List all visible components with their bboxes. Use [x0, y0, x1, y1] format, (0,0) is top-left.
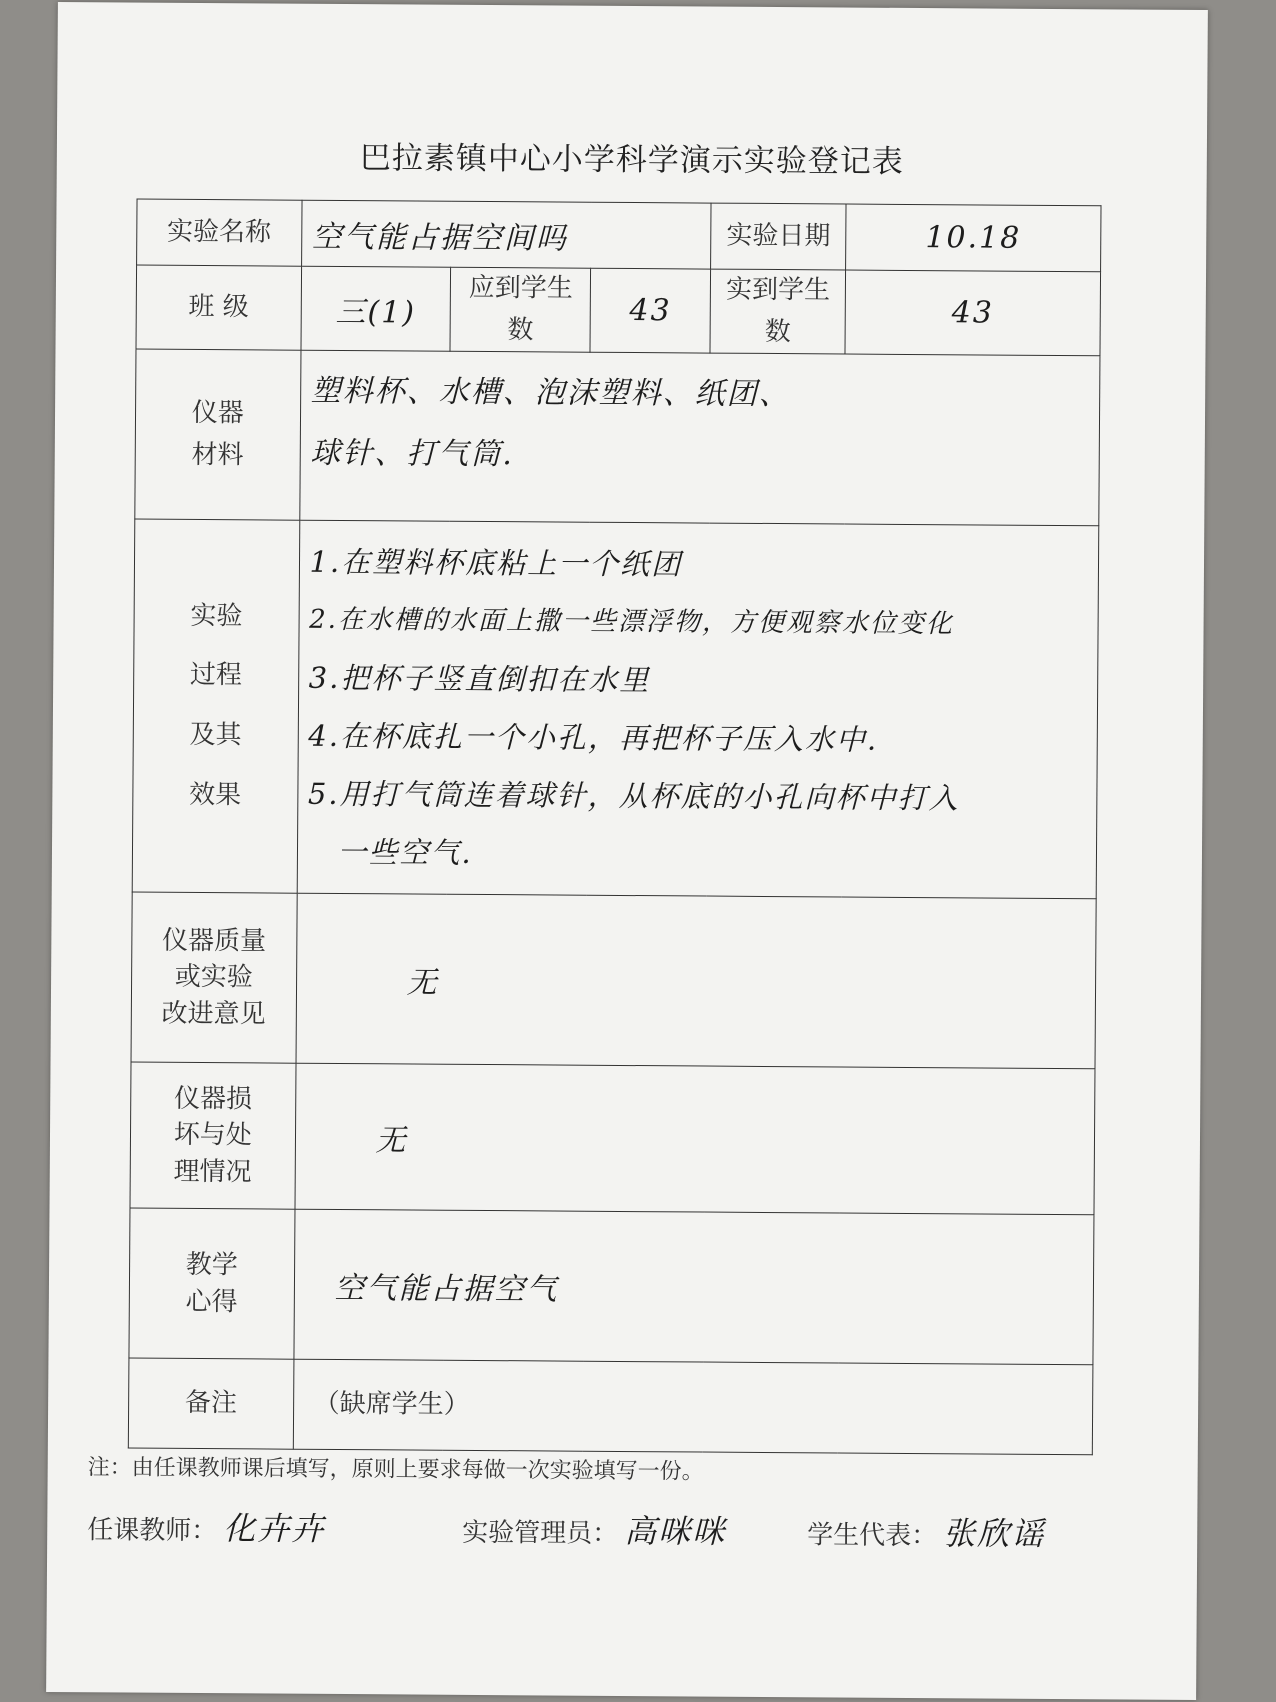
step-line: 一些空气. [337, 835, 473, 871]
student-label: 学生代表： [807, 1520, 938, 1552]
teacher-name: 化卉卉 [223, 1509, 326, 1548]
step-line: 1.在塑料杯底粘上一个纸团 [309, 544, 683, 582]
label-actual-students: 实到学生数 [710, 269, 845, 354]
admin-name: 高咪咪 [624, 1511, 727, 1551]
label-damage: 仪器损 坏与处 理情况 [130, 1062, 296, 1209]
teacher-signature [87, 1502, 325, 1550]
value-insight: 空气能占据空气 [293, 1209, 1094, 1365]
row-damage [130, 1062, 1095, 1215]
teacher-label: 任课教师： [87, 1515, 218, 1547]
value-remarks: （缺席学生） [293, 1359, 1093, 1455]
row-quality [131, 892, 1096, 1069]
value-materials [299, 350, 1100, 526]
materials-line-2: 球针、打气筒. [310, 435, 514, 473]
row-process [132, 519, 1099, 899]
step-line: 4.在杯底扎一个小孔，再把杯子压入水中. [308, 718, 879, 757]
admin-label: 实验管理员： [462, 1517, 619, 1549]
signature-row [87, 1502, 1167, 1570]
value-damage: 无 [295, 1063, 1095, 1215]
label-materials: 仪器 材料 [135, 349, 301, 520]
row-materials [135, 349, 1100, 526]
value-actual-students: 43 [845, 270, 1100, 356]
row-class-info [136, 265, 1101, 356]
value-experiment-name: 空气能占据空间吗 [301, 200, 711, 269]
label-remarks: 备注 [128, 1358, 293, 1449]
student-signature [807, 1507, 1045, 1555]
label-expected-students: 应到学生数 [450, 267, 590, 352]
value-quality: 无 [296, 893, 1097, 1069]
row-remarks [128, 1358, 1093, 1455]
paper-sheet [46, 2, 1208, 1700]
label-class: 班 级 [136, 265, 301, 350]
label-insight: 教学 心得 [129, 1208, 295, 1359]
step-line: 5.用打气筒连着球针，从杯底的小孔向杯中打入 [307, 776, 960, 816]
value-process-steps [297, 520, 1099, 899]
value-expected-students: 43 [590, 268, 711, 353]
value-class: 三(1) [301, 266, 451, 351]
footnote: 注：由任课教师课后填写，原则上要求每做一次实验填写一份。 [87, 1455, 704, 1485]
registration-table [128, 199, 1102, 1456]
value-experiment-date: 10.18 [846, 204, 1101, 272]
form-title: 巴拉素镇中心小学科学演示实验登记表 [359, 140, 904, 180]
materials-line-1: 塑料杯、水槽、泡沫塑料、纸团、 [310, 373, 791, 413]
label-experiment-name: 实验名称 [137, 199, 302, 266]
row-experiment-name [137, 199, 1101, 272]
admin-signature [462, 1505, 726, 1553]
label-experiment-date: 实验日期 [711, 203, 846, 270]
step-line: 3.把杯子竖直倒扣在水里 [308, 660, 651, 698]
label-process: 实验 过程 及其 效果 [132, 519, 299, 893]
step-line: 2.在水槽的水面上撒一些漂浮物，方便观察水位变化 [309, 604, 955, 640]
row-insight [129, 1208, 1094, 1365]
student-name: 张欣谣 [943, 1514, 1046, 1553]
label-quality: 仪器质量 或实验 改进意见 [131, 892, 297, 1063]
